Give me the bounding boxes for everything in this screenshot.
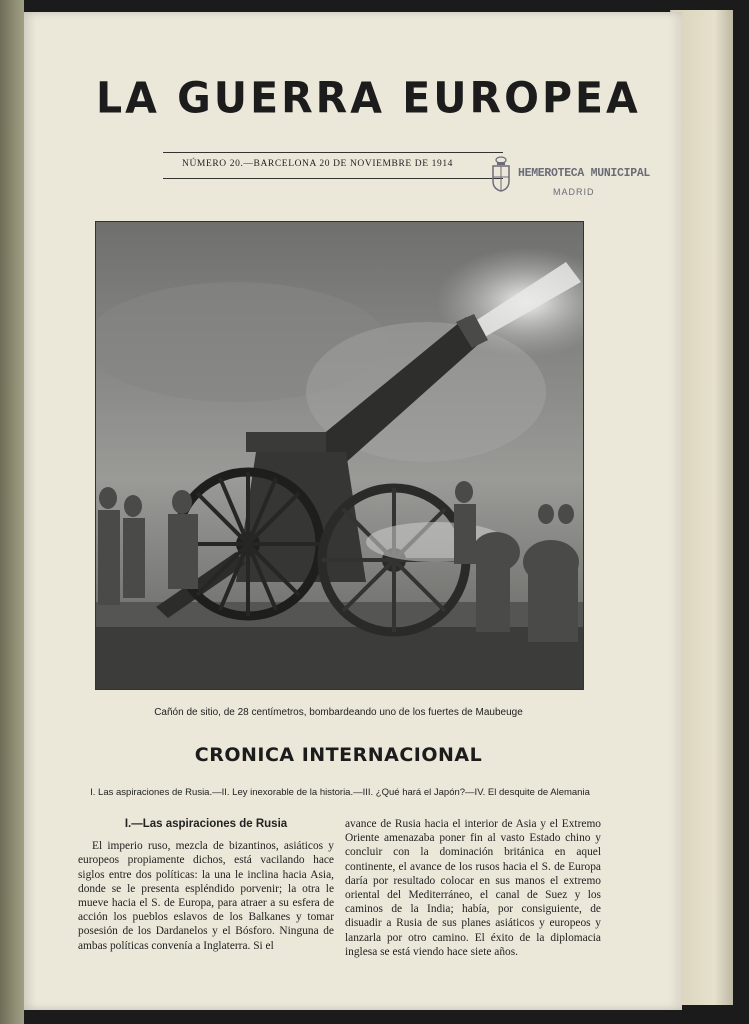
article-column-2 bbox=[345, 817, 601, 959]
bottom-rule bbox=[163, 178, 503, 179]
siege-cannon-illustration bbox=[95, 221, 584, 690]
article-paragraph-2: avance de Rusia hacia el interior de Asia y el Extremo Oriente amenazaba poner fin al vasto Estado chino y concluir con la dominación británica en aquel continente, el avance de los rusos hacia el S. de Europa daría por resultado colocar en sus manos el extremo oriental del Mediterráneo, el canal de Suez y los caminos de la India; había, por consiguiente, de disuadir a Rusia de sus planes asiáticos y europeos y lanzarla por otro camino. El éxito de la diplomacia inglesa se está viendo hace siete años. bbox=[345, 818, 601, 958]
binding-edge bbox=[0, 0, 24, 1024]
article-column-1 bbox=[78, 817, 334, 953]
article-heading: I.—Las aspiraciones de Rusia bbox=[124, 818, 288, 830]
section-title: CRONICA INTERNACIONAL bbox=[194, 744, 483, 766]
illustration-caption: Cañón de sitio, de 28 centímetros, bombardeando uno de los fuertes de Maubeuge bbox=[154, 707, 523, 718]
top-rule bbox=[163, 152, 503, 153]
library-stamp: HEMEROTECA MUNICIPAL bbox=[518, 167, 651, 180]
section-summary: I. Las aspiraciones de Rusia.—II. Ley inexorable de la historia.—III. ¿Qué hará el Japón?—IV. El desquite de Alemania bbox=[90, 787, 590, 798]
article-paragraph-1: El imperio ruso, mezcla de bizantinos, asiáticos y europeos propiamente dichos, está vacilando hace siglos entre dos políticas: la una le inclina hacia Asia, donde se le presenta espléndido porvenir; la otra le mueve hacia el S. de Europa, para atraer a su esfera de acción los pueblos eslavos de los Balkanes y tomar posesión de los Dardanelos y el Bósforo. Ninguna de ambas políticas convenía a Inglaterra. Si el bbox=[78, 840, 334, 952]
issue-line: NÚMERO 20.—BARCELONA 20 DE NOVIEMBRE DE 1914 bbox=[182, 159, 454, 169]
library-stamp-city: MADRID bbox=[553, 187, 595, 197]
coat-of-arms-icon bbox=[490, 155, 512, 193]
masthead-title: LA GUERRA EUROPEA bbox=[96, 72, 641, 124]
